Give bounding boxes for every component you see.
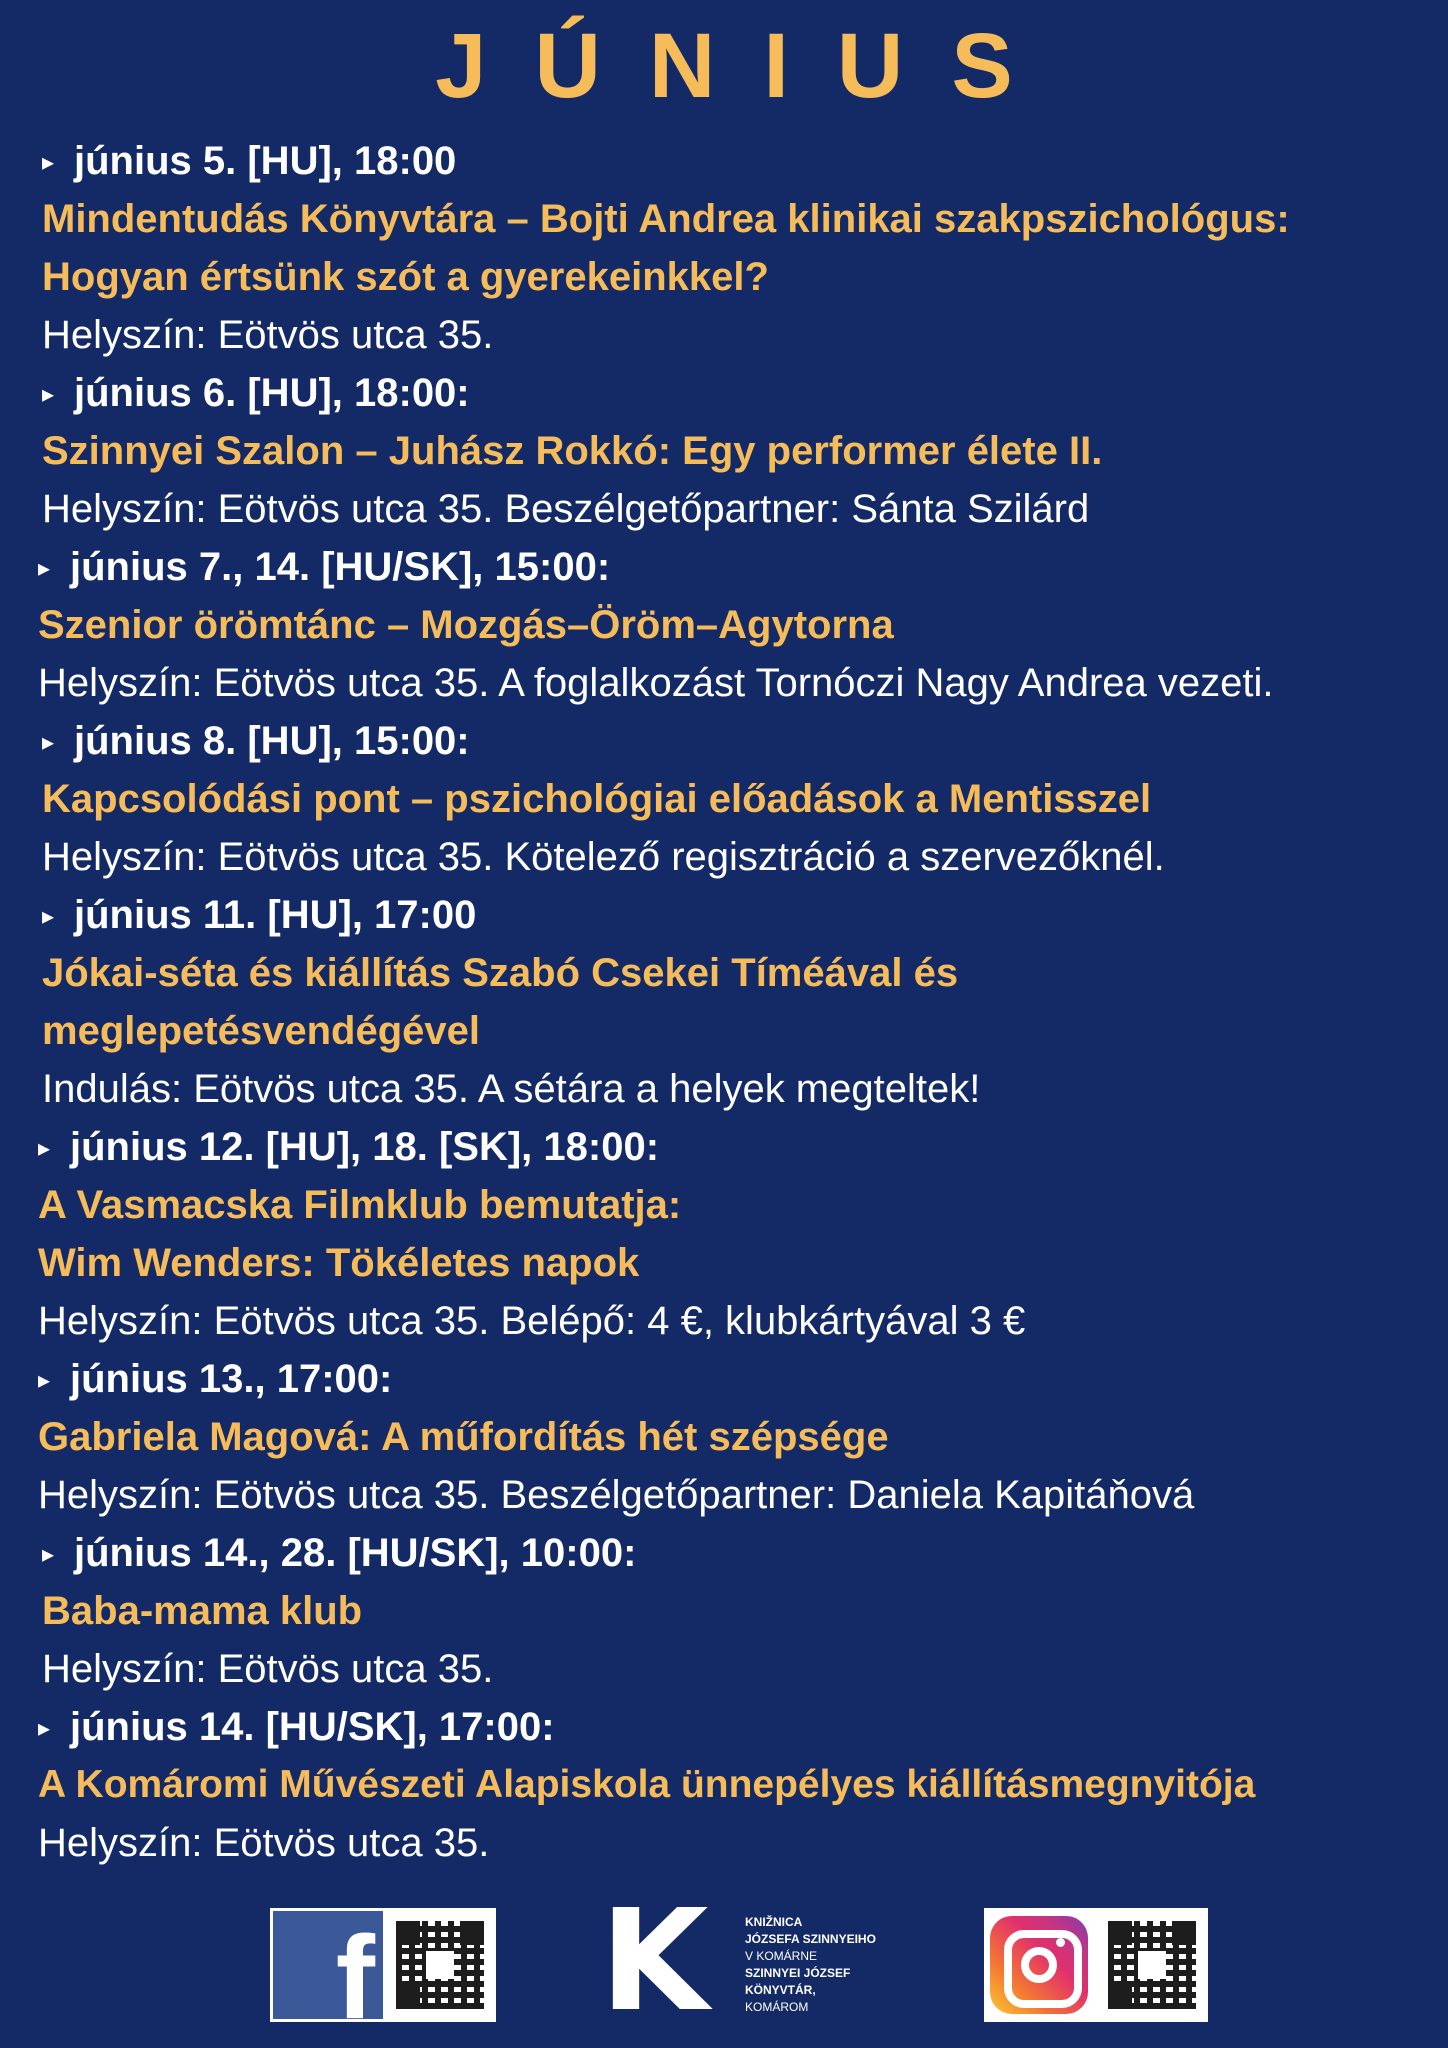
- event-place: Helyszín: Eötvös utca 35.: [42, 1647, 494, 1691]
- event-title: Szenior örömtánc – Mozgás–Öröm–Agytorna: [38, 603, 894, 647]
- event-place: Helyszín: Eötvös utca 35. Kötelező regisztráció a szervezőknél.: [42, 835, 1165, 879]
- event-date: ▸ június 11. [HU], 17:00: [0, 886, 1448, 944]
- event-date: ▸ június 14. [HU/SK], 17:00:: [0, 1698, 1448, 1756]
- event-date: ▸ június 8. [HU], 15:00:: [0, 712, 1448, 770]
- qr-code-icon: [1108, 1921, 1196, 2009]
- event-place: Helyszín: Eötvös utca 35. Belépő: 4 €, klubkártyával 3 €: [38, 1299, 1026, 1343]
- qr-code-icon: [396, 1921, 484, 2009]
- bullet-icon: ▸: [42, 903, 55, 930]
- event-list: [0, 132, 1448, 1872]
- library-logo: [600, 1880, 920, 2043]
- bullet-icon: ▸: [38, 1367, 51, 1394]
- event-date: ▸ június 12. [HU], 18. [SK], 18:00:: [0, 1118, 1448, 1176]
- event-date: ▸ június 5. [HU], 18:00: [0, 132, 1448, 190]
- bullet-icon: ▸: [42, 381, 55, 408]
- event-date: ▸ június 7., 14. [HU/SK], 15:00:: [0, 538, 1448, 596]
- bullet-icon: ▸: [42, 149, 55, 176]
- event-title: Kapcsolódási pont – pszichológiai előadások a Mentisszel: [42, 777, 1152, 821]
- bullet-icon: ▸: [38, 1135, 51, 1162]
- event-title: Jókai-séta és kiállítás Szabó Csekei Tíméával és: [42, 951, 959, 995]
- event-place: Helyszín: Eötvös utca 35. Beszélgetőpartner: Daniela Kapitáňová: [38, 1473, 1195, 1517]
- facebook-qr-card[interactable]: [270, 1908, 496, 2022]
- event-date: ▸ június 13., 17:00:: [0, 1350, 1448, 1408]
- instagram-icon[interactable]: [990, 1916, 1088, 2014]
- event-title: A Vasmacska Filmklub bemutatja:: [38, 1183, 682, 1227]
- event-title: Mindentudás Könyvtára – Bojti Andrea klinikai szakpszichológus:: [42, 197, 1290, 241]
- event-title: Hogyan értsünk szót a gyerekeinkkel?: [42, 255, 769, 299]
- event-title: Baba-mama klub: [42, 1589, 363, 1633]
- event-title: Gabriela Magová: A műfordítás hét szépsége: [38, 1415, 889, 1459]
- library-logo-mark: K: [600, 1880, 709, 2043]
- event-place: Helyszín: Eötvös utca 35.: [42, 313, 494, 357]
- bullet-icon: ▸: [38, 1715, 51, 1742]
- footer: [0, 1880, 1448, 2043]
- event-title: meglepetésvendégével: [42, 1009, 480, 1053]
- bullet-icon: ▸: [42, 729, 55, 756]
- event-date: ▸ június 6. [HU], 18:00:: [0, 364, 1448, 422]
- event-place: Helyszín: Eötvös utca 35.: [38, 1821, 490, 1865]
- page-title: JÚNIUS: [435, 15, 1061, 117]
- event-date: ▸ június 14., 28. [HU/SK], 10:00:: [0, 1524, 1448, 1582]
- bullet-icon: ▸: [42, 1541, 55, 1568]
- bullet-icon: ▸: [38, 555, 51, 582]
- facebook-icon[interactable]: f: [273, 1911, 383, 2019]
- event-place: Indulás: Eötvös utca 35. A sétára a helyek megteltek!: [42, 1067, 981, 1111]
- instagram-qr-card[interactable]: [984, 1908, 1208, 2022]
- event-title: Szinnyei Szalon – Juhász Rokkó: Egy performer élete II.: [42, 429, 1103, 473]
- event-title: A Komáromi Művészeti Alapiskola ünnepélyes kiállításmegnyitója: [38, 1763, 1256, 1806]
- library-logo-text: KNIŽNICA JÓZSEFA SZINNYEIHO V KOMÁRNE SZINNYEI JÓZSEF KÖNYVTÁR, KOMÁROM: [745, 1915, 876, 2014]
- event-place: Helyszín: Eötvös utca 35. Beszélgetőpartner: Sánta Szilárd: [42, 487, 1090, 531]
- event-place: Helyszín: Eötvös utca 35. A foglalkozást Tornóczi Nagy Andrea vezeti.: [38, 661, 1274, 705]
- event-title: Wim Wenders: Tökéletes napok: [38, 1241, 640, 1285]
